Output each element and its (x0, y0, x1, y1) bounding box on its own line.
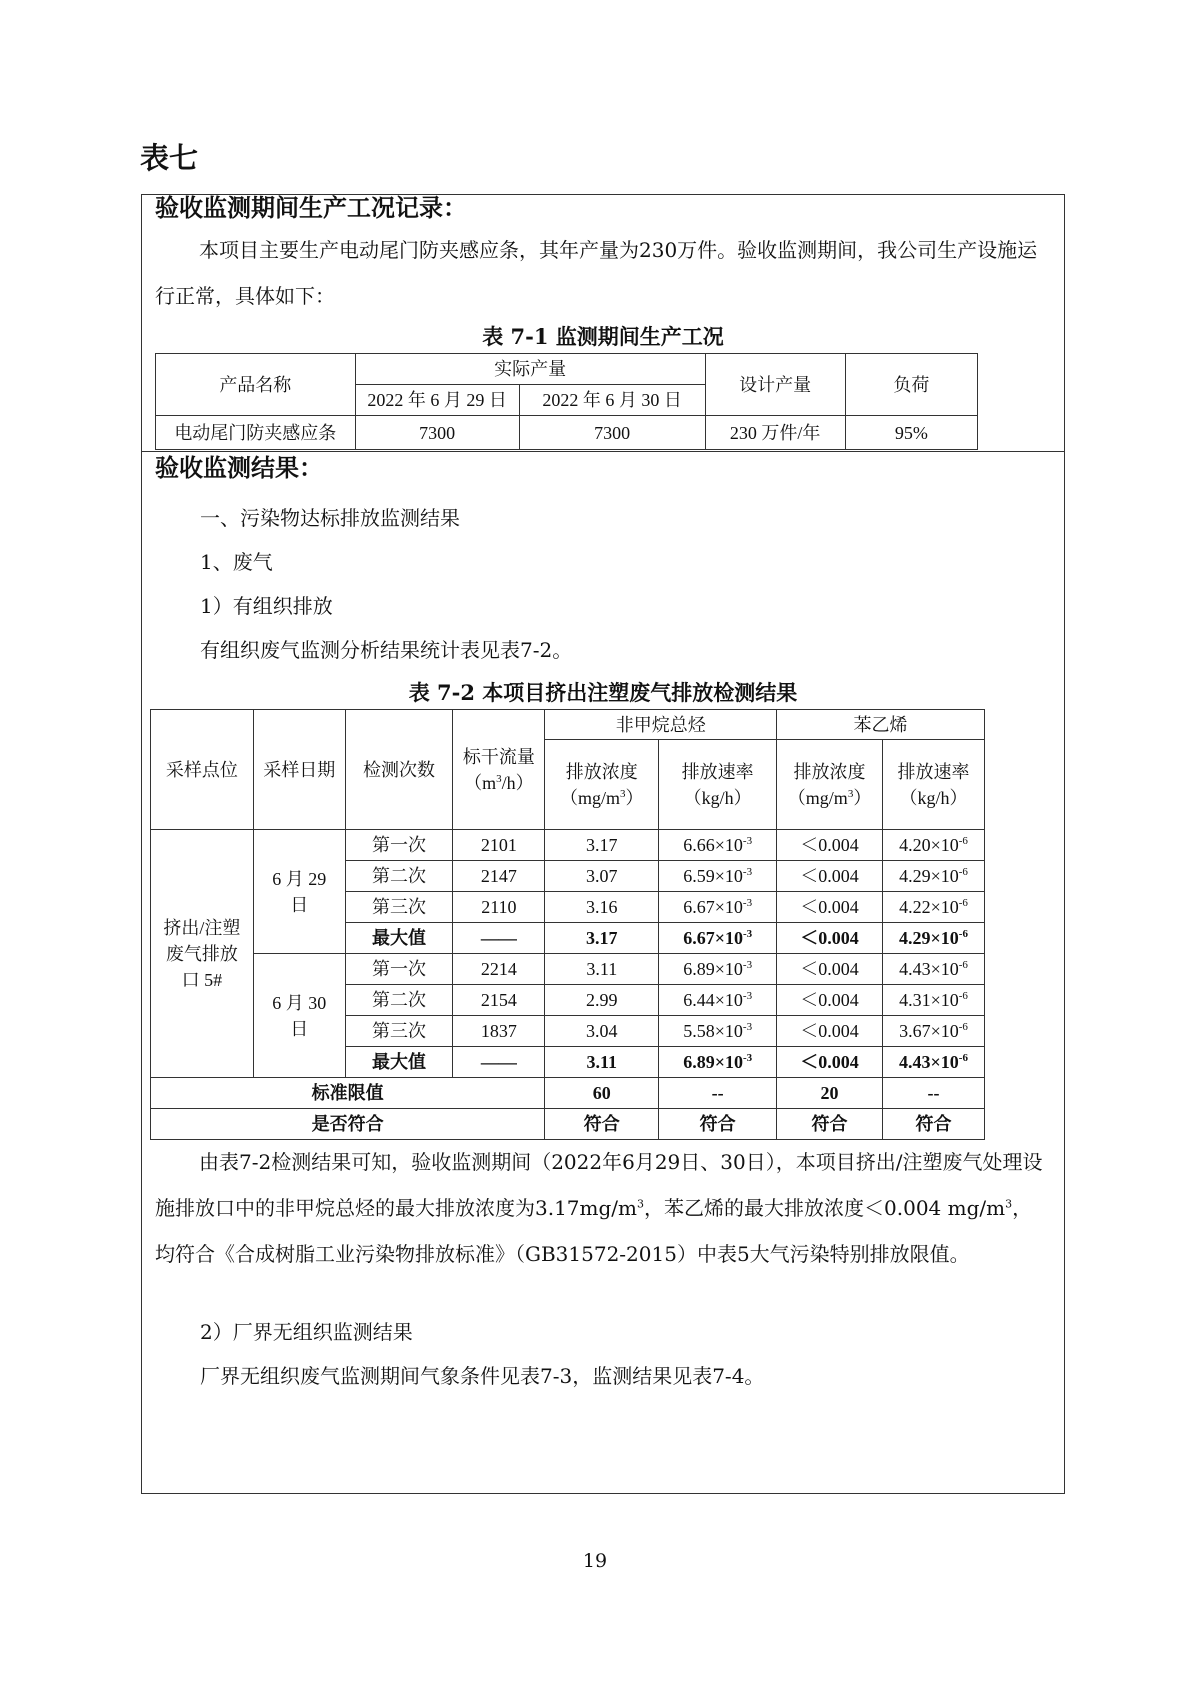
t2-cell-r2: $4.29\times 10^{-6}$ (883, 923, 985, 954)
table-7-1-caption: 表 7-1 监测期间生产工况 (482, 324, 724, 349)
t2-cell-r2: $4.20\times 10^{-6}$ (883, 830, 985, 861)
t2-cell-r1: $6.89\times 10^{-3}$ (659, 1047, 777, 1078)
t1-header-design: 设计产量 (705, 354, 845, 416)
t2-cell-c1: 3.07 (545, 861, 659, 892)
t2-cell-n: 第二次 (345, 861, 453, 892)
t2-cell-flow: 2214 (453, 954, 545, 985)
t2-cell-c2: ＜0.004 (777, 830, 883, 861)
t2-header-flow: 标干流量$(m^3/h)$ (453, 710, 545, 830)
table-7-2-caption: 表 7-2 本项目挤出注塑废气排放检测结果 (408, 680, 798, 705)
t2-cell-n: 第三次 (345, 1016, 453, 1047)
results-item-1: 一、污染物达标排放监测结果 (200, 506, 460, 530)
t1-cell-actual2: 7300 (519, 416, 705, 450)
t2-limit-c2: 20 (777, 1078, 883, 1109)
t2-cell-c1: 3.17 (545, 923, 659, 954)
t2-cell-c1: 3.11 (545, 1047, 659, 1078)
t2-cell-c2: ＜0.004 (777, 1016, 883, 1047)
t2-comply-label: 是否符合 (151, 1109, 545, 1140)
t2-cell-n: 第三次 (345, 892, 453, 923)
t2-cell-c2: ＜0.004 (777, 985, 883, 1016)
t2-cell-n: 第一次 (345, 954, 453, 985)
t1-header-actual: 实际产量 (355, 354, 705, 385)
t2-cell-r1: $6.89\times 10^{-3}$ (659, 954, 777, 985)
t2-cell-n: 第二次 (345, 985, 453, 1016)
section-title: 表七 (140, 141, 199, 175)
t2-cell-r2: $4.29\times 10^{-6}$ (883, 861, 985, 892)
content-frame (141, 194, 1065, 1494)
production-heading: 验收监测期间生产工况记录： (155, 193, 467, 222)
t2-comply-r1: 符合 (659, 1109, 777, 1140)
t2-cell-date: 6 月 29 日 (253, 830, 345, 954)
t2-limit-r1: -- (659, 1078, 777, 1109)
table-row (156, 416, 978, 450)
t2-body (151, 830, 985, 1078)
t2-cell-r2: $4.22\times 10^{-6}$ (883, 892, 985, 923)
t2-header-nmhc-rate: 排放速率（kg/h） (659, 740, 777, 830)
t1-cell-load: 95% (845, 416, 977, 450)
t2-header-date: 采样日期 (253, 710, 345, 830)
t2-header-nmhc-conc: 排放浓度$(mg/m^3)$ (545, 740, 659, 830)
t2-cell-c1: 2.99 (545, 985, 659, 1016)
t2-cell-r1: $5.58\times 10^{-3}$ (659, 1016, 777, 1047)
emission-table (150, 709, 985, 1140)
t2-comply-r2: 符合 (883, 1109, 985, 1140)
results-item-4: 有组织废气监测分析结果统计表见表7-2。 (200, 638, 573, 662)
t1-cell-design: 230 万件/年 (705, 416, 845, 450)
table-row (151, 830, 985, 861)
t2-cell-r2: $4.31\times 10^{-6}$ (883, 985, 985, 1016)
t2-limit-c1: 60 (545, 1078, 659, 1109)
t2-cell-flow: 1837 (453, 1016, 545, 1047)
results-item-6: 厂界无组织废气监测期间气象条件见表7-3，监测结果见表7-4。 (200, 1364, 765, 1388)
t2-header-times: 检测次数 (345, 710, 453, 830)
t1-header-load: 负荷 (845, 354, 977, 416)
results-conclusion (155, 1139, 1052, 1277)
t2-cell-flow: 2154 (453, 985, 545, 1016)
t2-cell-site: 挤出/注塑废气排放口 5# (151, 830, 254, 1078)
t2-comply-c1: 符合 (545, 1109, 659, 1140)
t2-cell-flow: 2110 (453, 892, 545, 923)
t2-cell-r1: $6.59\times 10^{-3}$ (659, 861, 777, 892)
t1-header-product: 产品名称 (156, 354, 356, 416)
production-table (155, 353, 978, 450)
t2-cell-c1: 3.16 (545, 892, 659, 923)
t2-cell-c1: 3.17 (545, 830, 659, 861)
page-number: 19 (582, 1550, 608, 1572)
t2-header-nmhc: 非甲烷总烃 (545, 710, 777, 740)
table-row (151, 1109, 985, 1140)
t2-cell-flow: 2147 (453, 861, 545, 892)
results-item-2: 1、废气 (200, 550, 273, 574)
t2-limit-r2: -- (883, 1078, 985, 1109)
t2-limit-label: 标准限值 (151, 1078, 545, 1109)
t2-header-site: 采样点位 (151, 710, 254, 830)
t2-cell-r2: $4.43\times 10^{-6}$ (883, 954, 985, 985)
results-item-5: 2）厂界无组织监测结果 (200, 1320, 413, 1344)
table-row (151, 1078, 985, 1109)
t2-cell-c1: 3.11 (545, 954, 659, 985)
production-paragraph-text: 本项目主要生产电动尾门防夹感应条，其年产量为230万件。验收监测期间，我公司生产设施运行正常，具体如下： (155, 238, 1038, 308)
t2-cell-c2: ＜0.004 (777, 861, 883, 892)
t1-cell-product: 电动尾门防夹感应条 (156, 416, 356, 450)
t2-cell-c2: ＜0.004 (777, 1047, 883, 1078)
section-divider (142, 451, 1064, 452)
t2-cell-c2: ＜0.004 (777, 923, 883, 954)
t2-cell-n: 最大值 (345, 923, 453, 954)
t1-header-date1: 2022 年 6 月 29 日 (355, 385, 519, 416)
t2-cell-flow: 2101 (453, 830, 545, 861)
t2-cell-n: 最大值 (345, 1047, 453, 1078)
t2-cell-c1: 3.04 (545, 1016, 659, 1047)
t1-cell-actual1: 7300 (355, 416, 519, 450)
table-row (151, 954, 985, 985)
t2-cell-r1: $6.67\times 10^{-3}$ (659, 892, 777, 923)
production-paragraph (155, 227, 1052, 319)
t2-header-styrene: 苯乙烯 (777, 710, 985, 740)
t2-header-styrene-conc: 排放浓度$(mg/m^3)$ (777, 740, 883, 830)
results-heading: 验收监测结果： (155, 453, 323, 482)
t2-cell-date: 6 月 30 日 (253, 954, 345, 1078)
t2-comply-c2: 符合 (777, 1109, 883, 1140)
t2-cell-r1: $6.44\times 10^{-3}$ (659, 985, 777, 1016)
t2-cell-n: 第一次 (345, 830, 453, 861)
t2-cell-c2: ＜0.004 (777, 954, 883, 985)
t2-header-styrene-rate: 排放速率（kg/h） (883, 740, 985, 830)
t2-cell-c2: ＜0.004 (777, 892, 883, 923)
results-item-3: 1）有组织排放 (200, 594, 333, 618)
t2-cell-r1: $6.66\times 10^{-3}$ (659, 830, 777, 861)
t2-cell-r2: $4.43\times 10^{-6}$ (883, 1047, 985, 1078)
t2-cell-r2: $3.67\times 10^{-6}$ (883, 1016, 985, 1047)
t1-header-date2: 2022 年 6 月 30 日 (519, 385, 705, 416)
results-conclusion-text: 由表7-2检测结果可知，验收监测期间（2022年6月29日、30日），本项目挤出/注塑废气处理设施排放口中的非甲烷总烃的最大排放浓度为$3.17mg/m^3$，苯乙烯的最大排放浓度＜0.004 $mg/m^3$，均符合《合成树脂工业污染物排放标准》（GB31572-2015）中表5大气污染特别排放限值。 (155, 1150, 1043, 1266)
t2-cell-r1: $6.67\times 10^{-3}$ (659, 923, 777, 954)
t2-cell-flow: —— (453, 923, 545, 954)
t2-cell-flow: —— (453, 1047, 545, 1078)
